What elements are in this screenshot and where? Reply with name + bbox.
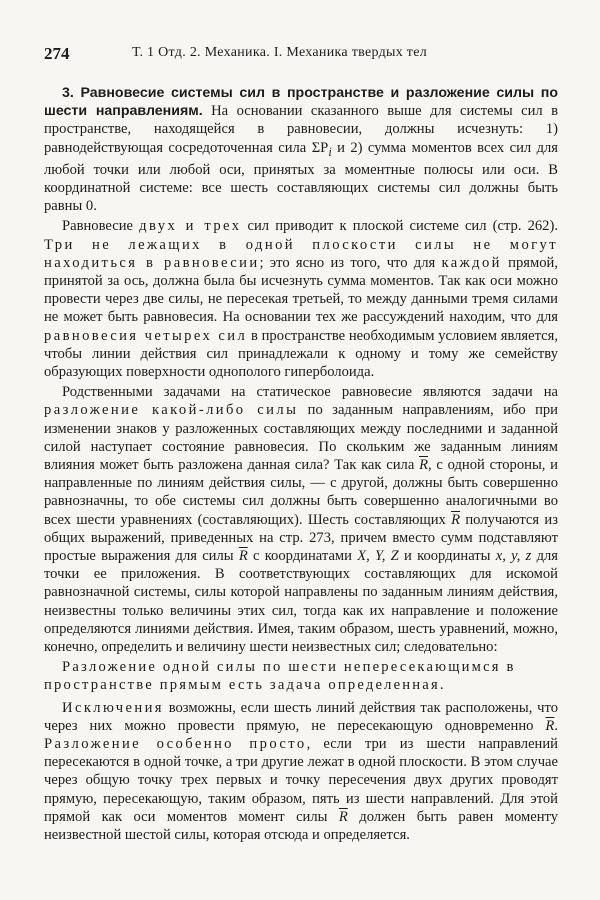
statement-paragraph: Разложение одной силы по шести непересекающимся в пространстве прямым есть задача определенная.: [44, 659, 516, 694]
page-number: 274: [44, 44, 70, 63]
section-paragraph: 3. Равновесие системы сил в пространстве и разложение силы по шести направлениям. На основании сказанного выше для системы сил в пространстве, находящейся в равновесии, должны исчезнуть: 1) равнодействующая сосредоточенная сила $\Sigma P_i$ и 2) сумма моментов всех сил для любой точки или любой оси, принятых за моментные полюсы или оси. В координатной системе: все шесть составляющих системы сил должны быть равны 0.: [44, 85, 558, 215]
paragraph-exceptions: Исключения возможны, если шесть линий действия так расположены, что через них можно провести прямую, не пересекающую одновременно $\overline{R}$. Разложение особенно просто, если три из шести направлений пересекаются в одной точке, а три другие лежат в одной плоскости. В этом случае через общую точку трех первых и точку пересечения двух других проводят прямую, пересекающую, таким образом, пять из шести направлений. Для этой прямой как оси моментов момент силы $\overline{R}$ должен быть равен моменту неизвестной шестой силы, которая отсюда и определяется.: [44, 699, 558, 844]
running-title: Т. 1 Отд. 2. Механика. I. Механика твердых тел: [132, 45, 428, 60]
section-title: 3. Равновесие системы сил в пространстве и разложение силы по шести направлениям.: [44, 85, 558, 120]
page-header: [44, 44, 548, 66]
paragraph-decomposition: Родственными задачами на статическое равновесие являются задачи на разложение какой-либо силы по заданным направлениям, ибо при изменении знаков у разложенных составляющих между последними и заданной силой наступает состояние равновесия. По скольким же заданным линиям влияния может быть разложена данная сила? Так как сила $\overline{R}$, с одной стороны, и направленные по линиям действия силы, — с другой, должны быть совершенно равнозначны, то обе системы сил должны быть совершенно аналогичными во всех шести уравнениях (составляющих). Шесть составляющих $\overline{R}$ получаются из общих выражений, приведенных на стр. 273, причем вместо сумм подставляют простые выражения для силы $\overline{R}$ с координатами X, Y, Z и координаты x, y, z для точки ее приложения. В соответствующих составляющих для искомой равнозначной системы, силы которой направлены по заданным линиям действия, неизвестны только величины этих сил, тогда как их направление и положение определяются линиями действия. Имея, таким образом, шесть уравнений, можно, конечно, определить и величину шести неизвестных сил; следовательно:: [44, 384, 558, 655]
page-body: [44, 84, 558, 846]
paragraph-equilibrium: Равновесие двух и трех сил приводит к плоской системе сил (стр. 262). Три не лежащих в одной плоскости силы не могут находиться в равновесии; это ясно из того, что для каждой прямой, принятой за ось, должна была бы исчезнуть сумма моментов. Так как оси можно провести через две силы, не пересекая третьей, то между данными тремя силами не может быть равновесия. На основании тех же рассуждений находим, что для равновесия четырех сил в пространстве необходимым условием является, чтобы линии действия сил принадлежали к одному и тому же семейству образующих поверхности однополого гиперболоида.: [44, 218, 559, 380]
